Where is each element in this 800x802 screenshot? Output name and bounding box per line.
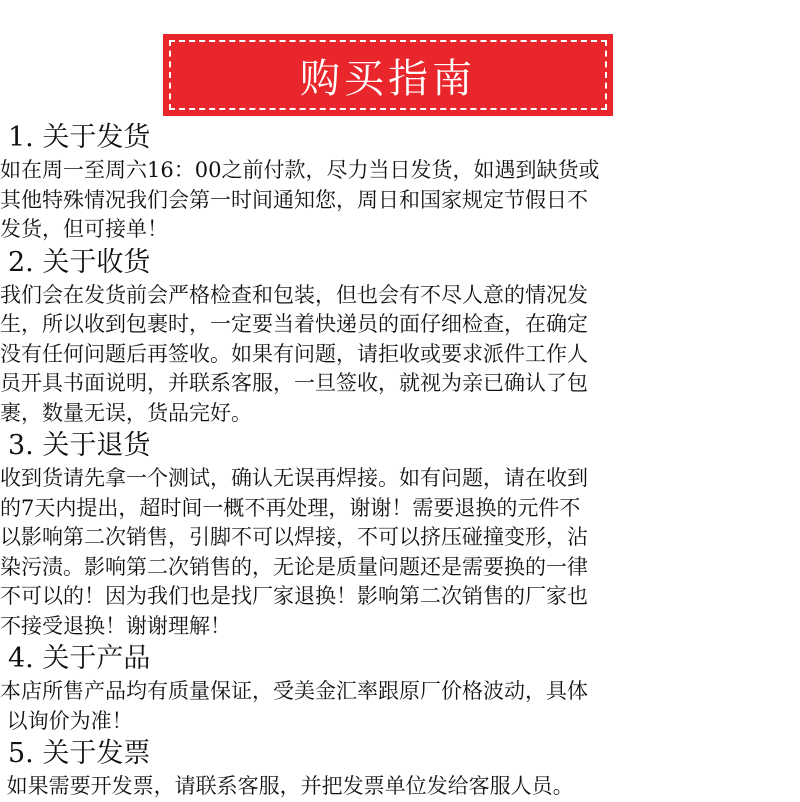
text-line: 发货，但可接单！ <box>0 217 168 241</box>
text-line: 不可以的！因为我们也是找厂家退换！影响第二次销售的厂家也 <box>0 584 588 608</box>
page-title: 购买指南 <box>300 55 476 102</box>
banner <box>163 34 613 116</box>
text-line: 本店所售产品均有质量保证，受美金汇率跟原厂价格波动，具体 <box>0 679 588 703</box>
text-line: 员开具书面说明，并联系客服，一旦签收，就视为亲已确认了包 <box>0 371 588 395</box>
text-line: 裹，数量无误，货品完好。 <box>0 400 252 425</box>
text-line: 我们会在发货前会严格检查和包装，但也会有不尽人意的情况发 <box>0 282 588 307</box>
section-receiving <box>0 245 800 429</box>
guide-content <box>0 120 800 802</box>
text-line: 染污渍。影响第二次销售的，无论是质量问题还是需要换的一律 <box>0 554 588 579</box>
section-heading: 5. 关于发票 <box>8 738 151 769</box>
text-line: 如果需要开发票，请联系客服，并把发票单位发给客服人员。 <box>0 774 574 798</box>
text-line: 收到货请先拿一个测试，确认无误再焊接。如有问题，请在收到 <box>0 466 588 490</box>
text-line: 以询价为准！ <box>0 708 133 733</box>
section-returns <box>0 428 800 641</box>
text-line: 其他特殊情况我们会第一时间通知您，周日和国家规定节假日不 <box>0 187 588 212</box>
text-line: 的7天内提出，超时间一概不再处理，谢谢！需要退换的元件不 <box>0 495 581 520</box>
text-line: 生，所以收到包裹时，一定要当着快递员的面仔细检查，在确定 <box>0 312 588 336</box>
text-line: 没有任何问题后再签收。如果有问题，请拒收或要求派件工作人 <box>0 341 588 366</box>
section-heading: 4. 关于产品 <box>8 643 151 674</box>
section-heading: 3. 关于退货 <box>8 430 151 461</box>
section-products <box>0 641 800 736</box>
text-line: 不接受退换！谢谢理解！ <box>0 613 231 638</box>
section-invoice <box>0 736 800 802</box>
section-heading: 1. 关于发货 <box>8 122 151 153</box>
text-line: 如在周一至周六16：00之前付款，尽力当日发货，如遇到缺货或 <box>0 158 600 182</box>
section-heading: 2. 关于收货 <box>8 246 151 278</box>
section-shipping <box>0 120 800 245</box>
text-line: 以影响第二次销售，引脚不可以焊接，不可以挤压碰撞变形，沾 <box>0 525 588 549</box>
